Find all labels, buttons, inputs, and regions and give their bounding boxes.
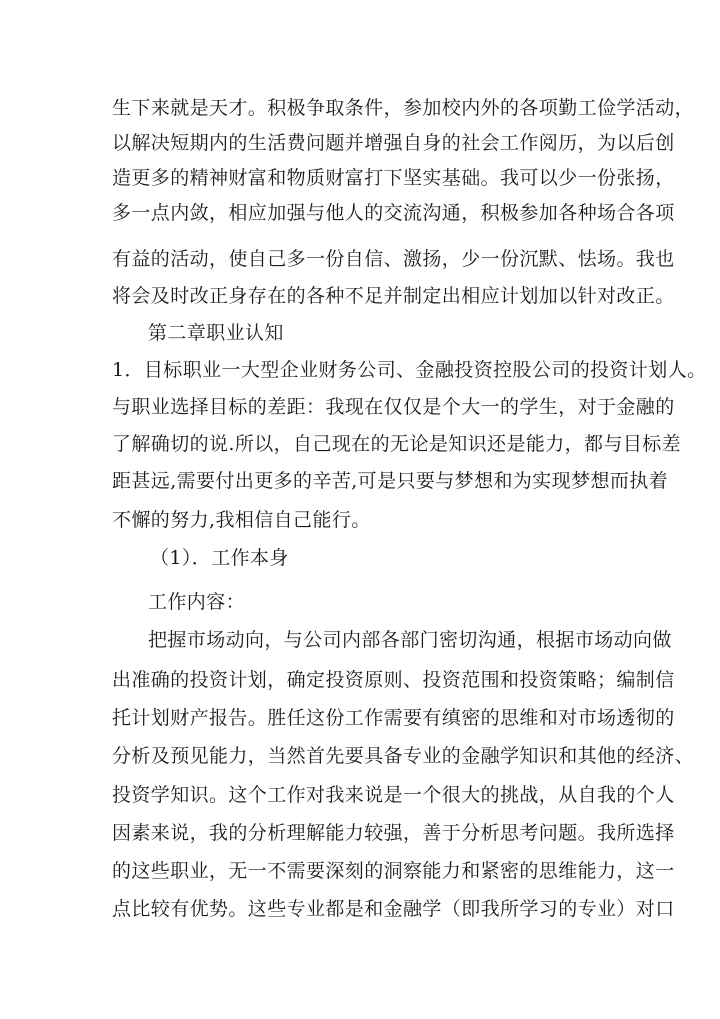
chapter-heading: 第二章职业认知 <box>148 322 284 344</box>
paragraph-line: 的这些职业，无一不需要深刻的洞察能力和紧密的思维能力，这一 <box>112 860 675 882</box>
paragraph-line: 距甚远,需要付出更多的辛苦,可是只要与梦想和为实现梦想而执着 <box>112 470 669 492</box>
paragraph-line: 不懈的努力,我相信自己能行。 <box>112 509 371 531</box>
paragraph-line: 有益的活动，使自己多一份自信、激扬，少一份沉默、怯场。我也 <box>112 248 675 270</box>
subsection-label: 工作内容： <box>148 591 246 613</box>
paragraph-line: 投资学知识。这个工作对我来说是一个很大的挑战，从自我的个人 <box>112 784 675 806</box>
paragraph-line: 了解确切的说.所以，自己现在的无论是知识还是能力，都与目标差 <box>112 433 682 455</box>
paragraph-line: 多一点内敛，相应加强与他人的交流沟通，积极参加各种场合各项 <box>112 202 675 224</box>
paragraph-line: 造更多的精神财富和物质财富打下坚实基础。我可以少一份张扬， <box>112 167 675 189</box>
paragraph-line: 托计划财产报告。胜任这份工作需要有缜密的思维和对市场透彻的 <box>112 707 675 729</box>
paragraph-line: 将会及时改正身存在的各种不足并制定出相应计划加以针对改正。 <box>112 285 675 307</box>
paragraph-line: 生下来就是天才。积极争取条件，参加校内外的各项勤工俭学活动， <box>112 97 695 119</box>
paragraph-line: 与职业选择目标的差距：我现在仅仅是个大一的学生，对于金融的 <box>112 396 675 418</box>
paragraph-line: 出准确的投资计划，确定投资原则、投资范围和投资策略；编制信 <box>112 669 675 691</box>
paragraph-line: 因素来说，我的分析理解能力较强，善于分析思考问题。我所选择 <box>112 822 675 844</box>
paragraph-line: 点比较有优势。这些专业都是和金融学（即我所学习的专业）对口 <box>112 898 675 920</box>
paragraph-line: 分析及预见能力，当然首先要具备专业的金融学知识和其他的经济、 <box>112 745 695 767</box>
paragraph-line: 把握市场动向，与公司内部各部门密切沟通，根据市场动向做 <box>148 629 672 651</box>
paragraph-line: 1．目标职业一大型企业财务公司、金融投资控股公司的投资计划人。 <box>112 359 707 381</box>
paragraph-line: 以解决短期内的生活费问题并增强自身的社会工作阅历，为以后创 <box>112 132 675 154</box>
section-heading: （1）．工作本身 <box>150 547 289 569</box>
